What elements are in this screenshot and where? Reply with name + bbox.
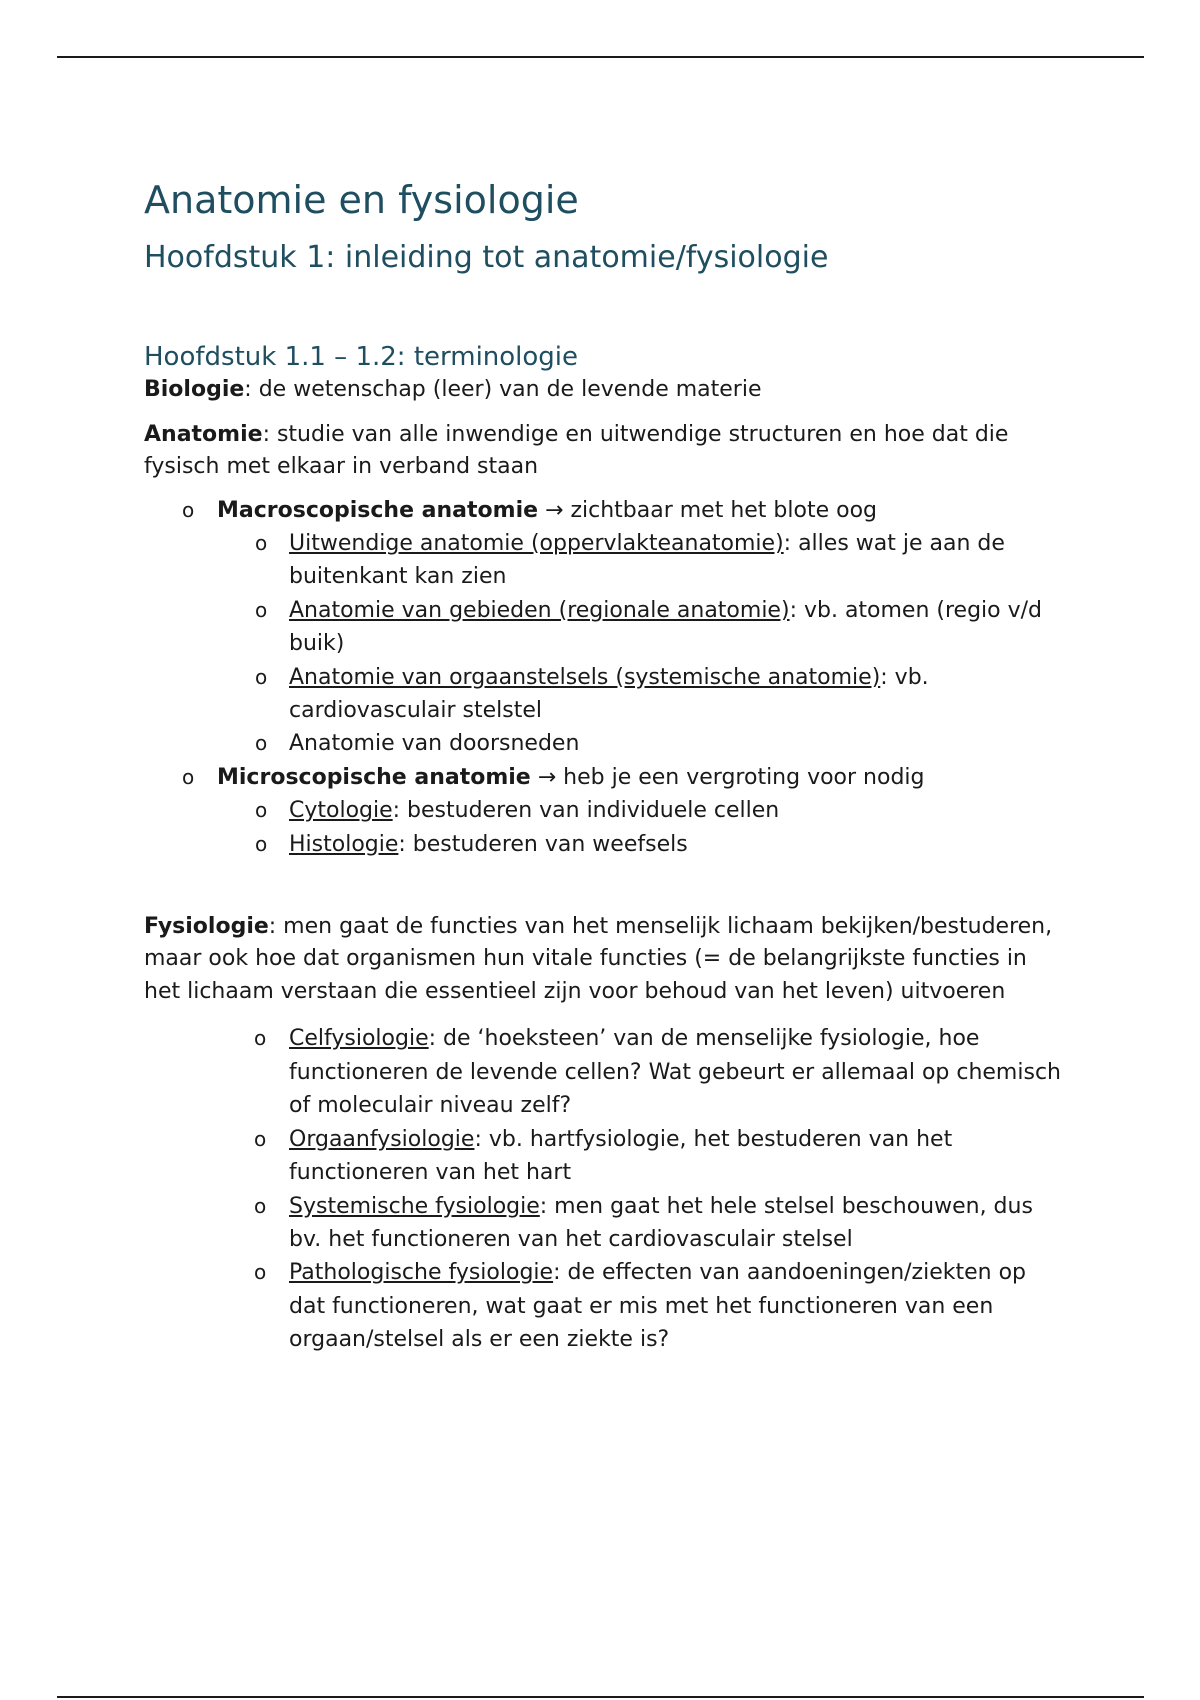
- section-heading: Hoofdstuk 1.1 – 1.2: terminologie: [144, 342, 579, 372]
- list-item-macro: [144, 494, 1064, 761]
- list-item-term: Celfysiologie: [289, 1026, 429, 1052]
- list-item-micro: [144, 761, 1064, 861]
- footer-rule: [57, 1696, 1144, 1698]
- micro-sublist: [217, 794, 1064, 861]
- bullet-marker: o: [255, 798, 268, 823]
- list-item-text: : de ‘hoeksteen’ van de menselijke fysiologie, hoe functioneren de levende cellen? Wat gebeurt er allemaal op chemisch of moleculair niveau zelf?: [289, 1026, 1061, 1119]
- anatomie-list: [144, 494, 1064, 861]
- list-item: [217, 527, 1064, 594]
- bullet-marker: o: [255, 664, 268, 689]
- anatomie-term: Anatomie: [144, 421, 263, 447]
- list-item: [217, 794, 1064, 827]
- list-item-text: : alles wat je aan de buitenkant kan zien: [289, 530, 1005, 590]
- list-item-text: : vb. hartfysiologie, het bestuderen van het functioneren van het hart: [289, 1126, 953, 1186]
- chapter-heading: Hoofdstuk 1: inleiding tot anatomie/fysiologie: [144, 240, 829, 275]
- list-item-text: : men gaat het hele stelsel beschouwen, dus bv. het functioneren van het cardiovasculair stelsel: [289, 1193, 1033, 1252]
- list-item-term: Pathologische fysiologie: [289, 1260, 554, 1286]
- anatomie-definition: [144, 419, 1064, 484]
- list-item-term: Systemische fysiologie: [289, 1193, 540, 1219]
- list-item: [217, 828, 1064, 861]
- bullet-marker: o: [254, 1126, 267, 1151]
- bullet-marker: o: [255, 597, 268, 622]
- bullet-marker: o: [182, 764, 195, 789]
- macro-term: Macroscopische anatomie: [217, 497, 539, 523]
- anatomie-text: : studie van alle inwendige en uitwendige structuren en hoe dat die fysisch met elkaar in verband staan: [144, 421, 1009, 479]
- list-item-text: Anatomie van doorsneden: [289, 731, 580, 757]
- list-item-text: : bestuderen van weefsels: [398, 831, 688, 857]
- list-item-term: Anatomie van gebieden (regionale anatomie): [289, 597, 790, 623]
- list-item: [217, 594, 1064, 661]
- list-item-text: : bestuderen van individuele cellen: [392, 798, 780, 824]
- list-item-term: Anatomie van orgaanstelsels (systemische anatomie): [289, 664, 881, 690]
- list-item-term: Histologie: [289, 831, 399, 857]
- bullet-marker: o: [182, 497, 195, 522]
- bullet-marker: o: [254, 1026, 267, 1051]
- bullet-marker: o: [255, 831, 268, 856]
- list-item-term: Cytologie: [289, 798, 393, 824]
- macro-sublist: [217, 527, 1064, 761]
- document-title: Anatomie en fysiologie: [144, 178, 579, 222]
- bullet-marker: o: [254, 1260, 267, 1285]
- document-body: [144, 176, 1064, 1357]
- fysiologie-definition: [144, 911, 1064, 1009]
- list-item: [144, 1022, 1064, 1122]
- bullet-marker: o: [255, 530, 268, 555]
- biologie-text: : de wetenschap (leer) van de levende materie: [244, 377, 762, 402]
- bullet-marker: o: [255, 731, 268, 756]
- header-rule: [57, 56, 1144, 58]
- list-item: [217, 727, 1064, 760]
- list-item-text: : de effecten van aandoeningen/ziekten op dat functioneren, wat gaat er mis met het functioneren van een orgaan/stelsel als er een ziekte is?: [289, 1260, 1027, 1353]
- biologie-term: Biologie: [144, 377, 245, 402]
- list-item-text: : vb. cardiovasculair stelstel: [289, 664, 929, 723]
- micro-text: → heb je een vergroting voor nodig: [530, 764, 925, 790]
- list-item-text: : vb. atomen (regio v/d buik): [289, 597, 1043, 657]
- list-item-term: Uitwendige anatomie (oppervlakteanatomie): [289, 530, 784, 556]
- list-item: [144, 1123, 1064, 1190]
- fysiologie-term: Fysiologie: [144, 913, 269, 939]
- list-item: [144, 1256, 1064, 1356]
- biologie-definition: [144, 374, 1064, 407]
- micro-term: Microscopische anatomie: [217, 764, 531, 790]
- fysiologie-list: [144, 1022, 1064, 1356]
- list-item-term: Orgaanfysiologie: [289, 1126, 475, 1152]
- list-item: [217, 661, 1064, 728]
- list-item: [144, 1190, 1064, 1257]
- fysiologie-text: : men gaat de functies van het menselijk lichaam bekijken/bestuderen, maar ook hoe dat organismen hun vitale functies (= de belangrijkste functies in het lichaam verstaan die essentieel zijn voor behoud van het leven) uitvoeren: [144, 913, 1053, 1004]
- bullet-marker: o: [254, 1193, 267, 1218]
- macro-text: → zichtbaar met het blote oog: [538, 497, 878, 523]
